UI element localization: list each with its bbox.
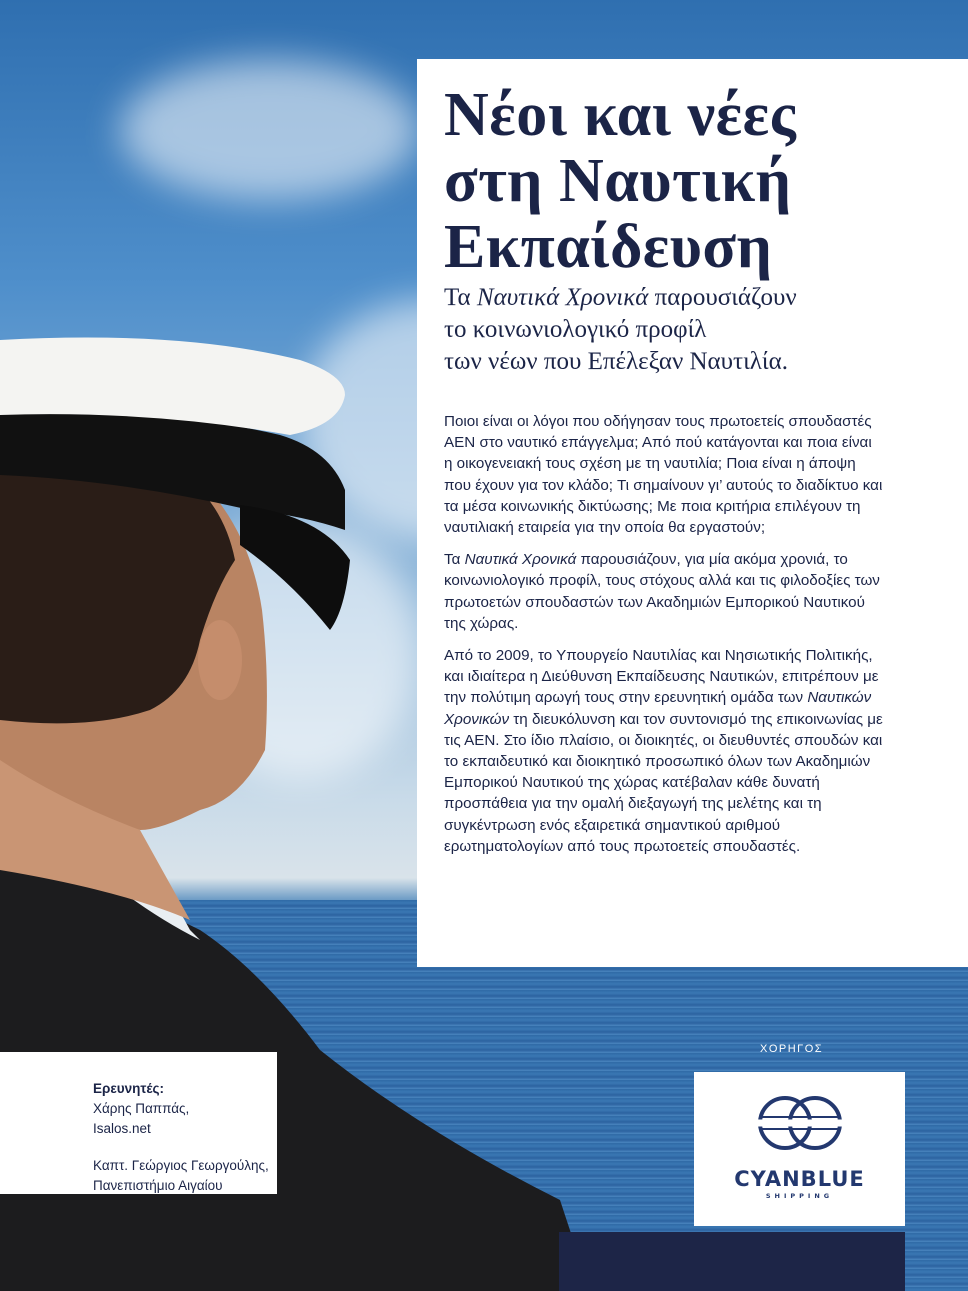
subtitle-line-3: των νέων που Επέλεξαν Ναυτιλία. (444, 348, 788, 375)
credits (93, 1079, 273, 1213)
researcher-1-org: Isalos.net (93, 1121, 151, 1136)
paragraph-3-prefix: Από το 2009, το Υπουργείο Ναυτιλίας και Νησιωτικής Πολιτικής, και ιδιαίτερα η Διεύθυνση Εκπαίδευσης Ναυτικών, επιτρέπουν με την πολύτιμη αρωγή τους στην ερευνητική ομάδα των (444, 647, 879, 707)
cyanblue-emblem-icon (752, 1086, 848, 1160)
subtitle-magazine-name: Ναυτικά Χρονικά (476, 284, 649, 311)
paragraph-1: Ποιοι είναι οι λόγοι που οδήγησαν τους πρωτοετείς σπουδαστές ΑΕΝ στο ναυτικό επάγγελμα; Από πού κατάγονται και ποια είναι η οικογενειακή τους σχέση με τη ναυτιλία; Ποια είναι η άποψη που έχουν για τον κλάδο; Τι σημαίνουν γι’ αυτούς το διαδίκτυο και τα μέσα κοινωνικής δικτύωσης; Με ποια κριτήρια επιλέγουν τη ναυτιλιακή εταιρεία για την οποία θα εργαστούν; (444, 413, 883, 537)
paragraph-3 (444, 645, 884, 857)
paragraph-2-prefix: Τα (444, 551, 465, 569)
paragraph-2 (444, 549, 884, 634)
subtitle-suffix: παρουσιάζουν (648, 284, 797, 311)
paragraph-2-text: παρουσιάζουν, για μία ακόμα χρονιά, το κοινωνιολογικό προφίλ, τους στόχους αλλά και τις φιλοδοξίες των πρωτοετών σπουδαστών των Ακαδημιών Εμπορικού Ναυτικού της χώρας. (444, 551, 880, 632)
paragraph-3-text: τη διευκόλυνση και τον συντονισμό της επικοινωνίας με τις ΑΕΝ. Στο ίδιο πλαίσιο, οι διοικητές, οι διευθυντές σπουδών και το εκπαιδευτικό και διοικητικό προσωπικό όλων των Ακαδημιών Εμπορικού Ναυτικού της χώρας κατέβαλαν κάθε δυνατή προσπάθεια για την ομαλή διεξαγωγή της μελέτης και τη συγκέντρωση ενός εξαιρετικά σημαντικού αριθμού ερωτηματολογίων από τους πρωτοετείς σπουδαστές. (444, 710, 883, 855)
article-title (444, 82, 944, 280)
credits-group-1 (93, 1079, 273, 1139)
logo-wordmark: CYANBLUE (734, 1167, 865, 1191)
article-body (444, 411, 884, 868)
sponsor-logo (694, 1072, 905, 1226)
researcher-2-name: Καπτ. Γεώργιος Γεωργούλης, (93, 1158, 269, 1173)
researcher-2-org: Πανεπιστήμιο Αιγαίου (93, 1178, 223, 1193)
footer-bar (559, 1232, 905, 1291)
paragraph-3-magazine-name: Ναυτικών Χρονικών (444, 689, 872, 728)
cloud (120, 60, 420, 200)
subtitle-prefix: Τα (444, 284, 477, 311)
title-line-1: Νέοι και νέες (444, 81, 797, 149)
title-line-3: Εκπαίδευση (444, 213, 773, 281)
logo-subtext: SHIPPING (765, 1192, 834, 1200)
paragraph-2-magazine-name: Ναυτικά Χρονικά (464, 551, 577, 569)
credits-group-2 (93, 1156, 273, 1196)
researcher-1-name: Χάρης Παππάς, (93, 1101, 190, 1116)
article-subtitle (444, 282, 944, 378)
credits-heading: Ερευνητές: (93, 1081, 165, 1096)
sponsor-label: ΧΟΡΗΓΟΣ (760, 1043, 824, 1055)
title-line-2: στη Ναυτική (444, 147, 792, 215)
subtitle-line-2: το κοινωνιολογικό προφίλ (444, 316, 707, 343)
